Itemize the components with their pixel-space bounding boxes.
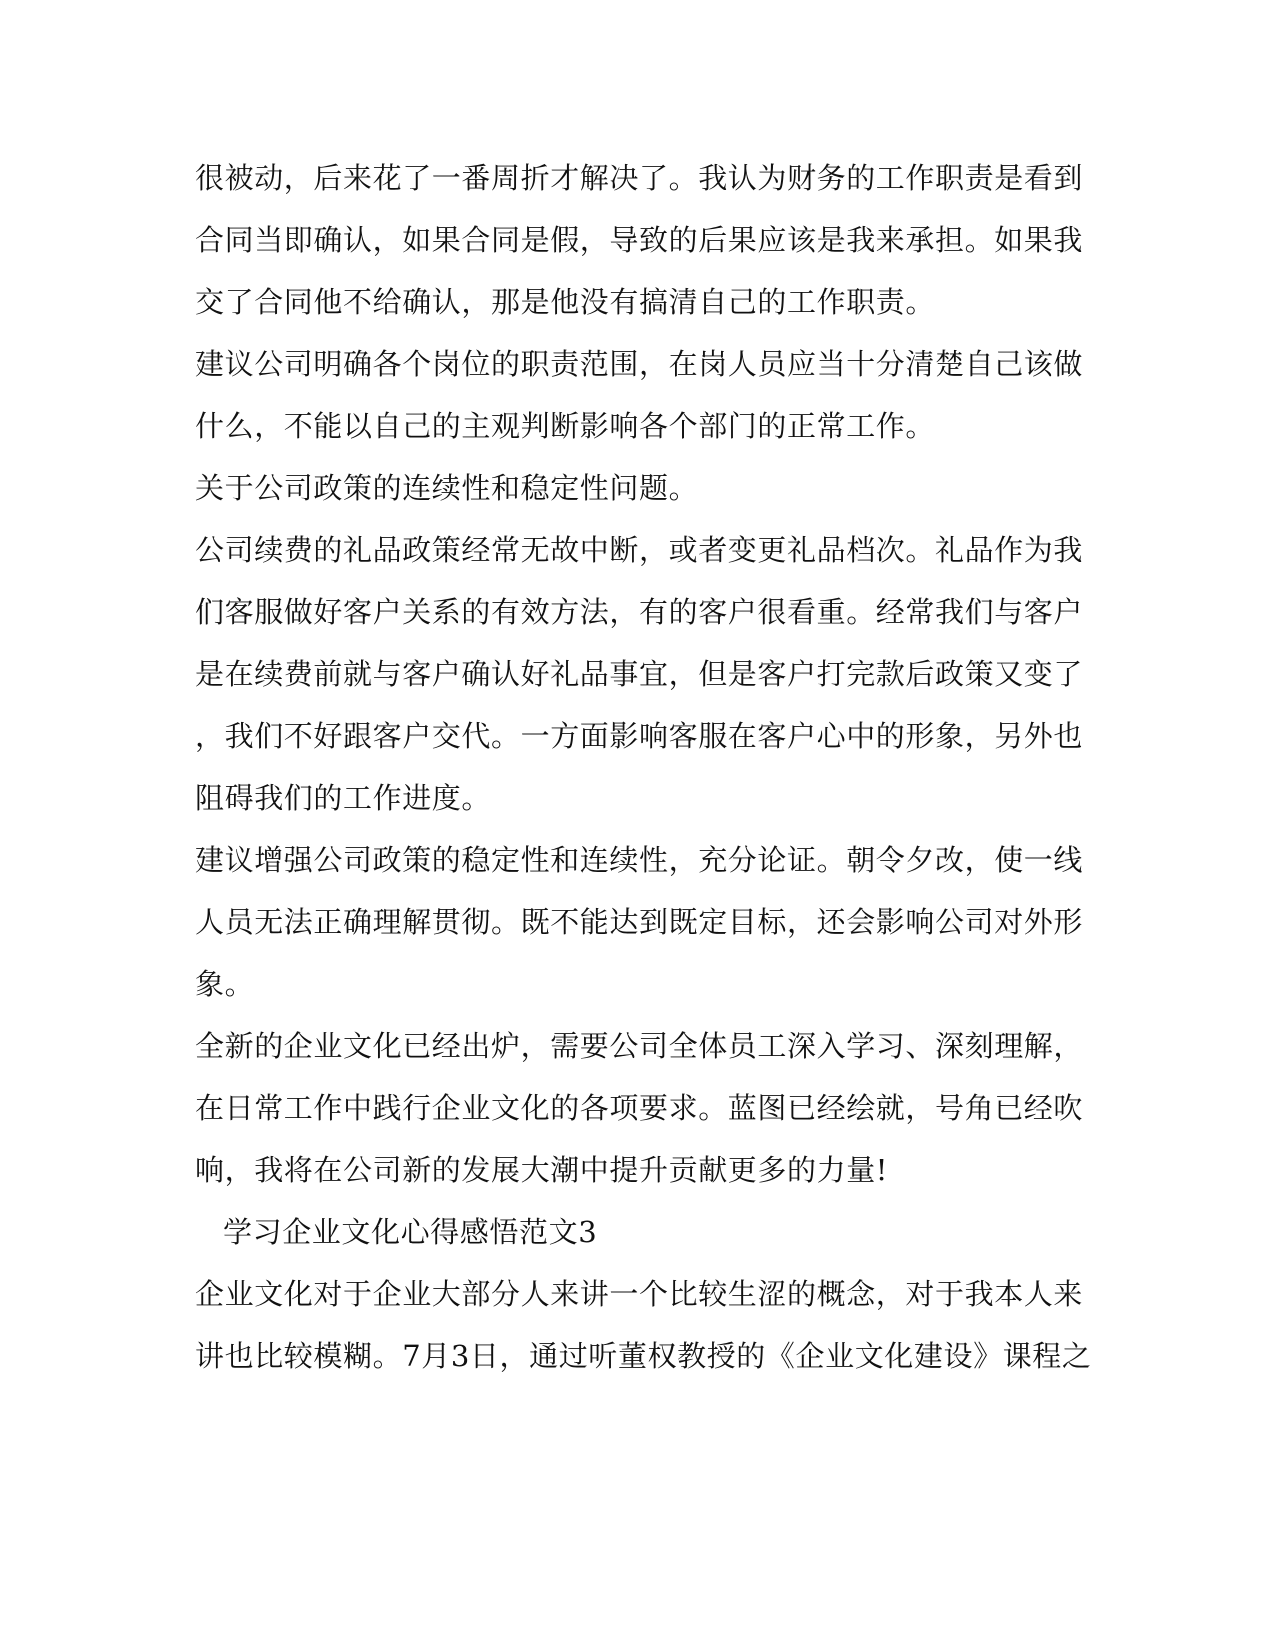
text-line-9: 是在续费前就与客户确认好礼品事宜，但是客户打完款后政策又变了: [195, 657, 1084, 691]
text-line-6: 关于公司政策的连续性和稳定性问题。: [195, 471, 699, 505]
text-line-8: 们客服做好客户关系的有效方法，有的客户很看重。经常我们与客户: [195, 595, 1084, 629]
text-line-12: 建议增强公司政策的稳定性和连续性，充分论证。朝令夕改，使一线: [195, 843, 1084, 877]
text-line-17: 响，我将在公司新的发展大潮中提升贡献更多的力量!: [195, 1153, 889, 1187]
text-line-16: 在日常工作中践行企业文化的各项要求。蓝图已经绘就，号角已经吹: [195, 1091, 1084, 1125]
text-line-1: 很被动，后来花了一番周折才解决了。我认为财务的工作职责是看到: [195, 161, 1084, 195]
section-heading: 学习企业文化心得感悟范文3: [223, 1215, 598, 1249]
text-line-14: 象。: [195, 967, 255, 1001]
text-line-13: 人员无法正确理解贯彻。既不能达到既定目标，还会影响公司对外形: [195, 905, 1084, 939]
text-line-5: 什么，不能以自己的主观判断影响各个部门的正常工作。: [195, 409, 936, 443]
text-line-20: 讲也比较模糊。7月3日，通过听董权教授的《企业文化建设》课程之: [195, 1339, 1092, 1373]
text-line-4: 建议公司明确各个岗位的职责范围，在岗人员应当十分清楚自己该做: [195, 347, 1084, 381]
text-line-2: 合同当即确认，如果合同是假，导致的后果应该是我来承担。如果我: [195, 223, 1084, 257]
text-line-7: 公司续费的礼品政策经常无故中断，或者变更礼品档次。礼品作为我: [195, 533, 1084, 567]
text-line-10: ，我们不好跟客户交代。一方面影响客服在客户心中的形象，另外也: [195, 719, 1084, 753]
text-line-11: 阻碍我们的工作进度。: [195, 781, 492, 815]
text-line-3: 交了合同他不给确认，那是他没有搞清自己的工作职责。: [195, 285, 936, 319]
text-line-15: 全新的企业文化已经出炉，需要公司全体员工深入学习、深刻理解，: [195, 1029, 1084, 1063]
text-line-19: 企业文化对于企业大部分人来讲一个比较生涩的概念，对于我本人来: [195, 1277, 1084, 1311]
